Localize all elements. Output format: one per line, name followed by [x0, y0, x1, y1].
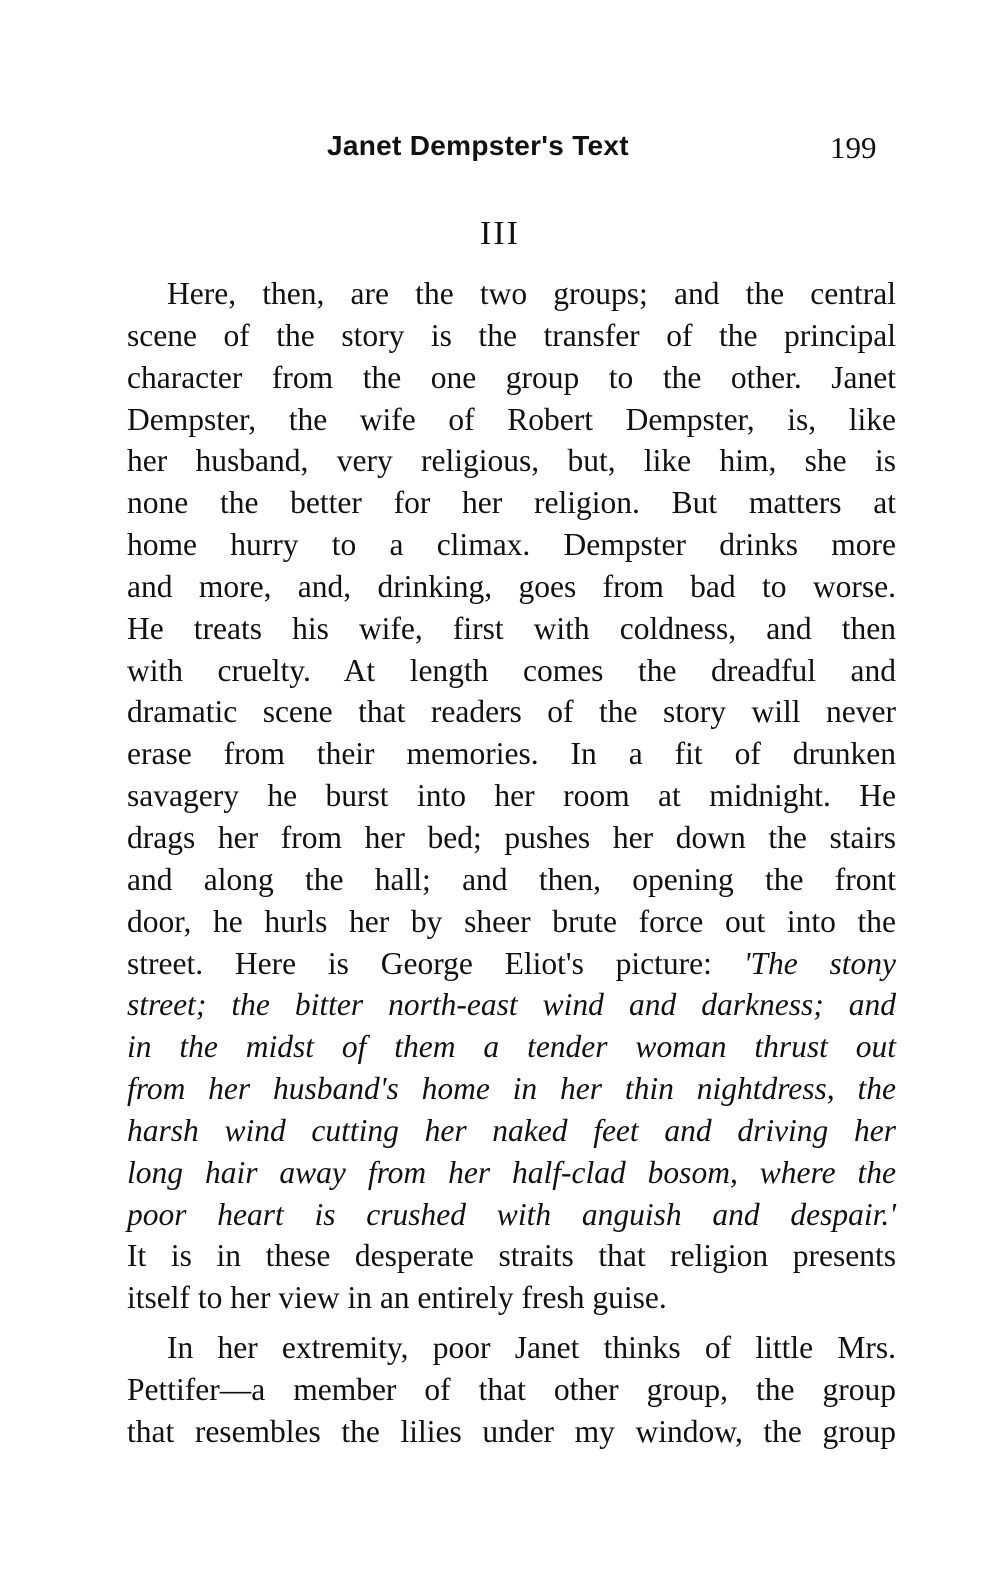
body-text [127, 273, 896, 1453]
text-line: none the better for her religion. But matters at [127, 485, 896, 521]
text-line: savagery he burst into her room at midnight. He [127, 778, 896, 814]
text-line: home hurry to a climax. Dempster drinks more [127, 527, 896, 563]
quote-line: poor heart is crushed with anguish and despair.' [127, 1196, 896, 1232]
text-line: Here, then, are the two groups; and the central [167, 276, 896, 311]
quote-line: in the midst of them a tender woman thrust out [127, 1029, 896, 1065]
text-line: that resembles the lilies under my window, the group [127, 1413, 896, 1449]
text-line: scene of the story is the transfer of the principal [127, 317, 896, 353]
quote-line: long hair away from her half-clad bosom, where the [127, 1154, 896, 1190]
paragraph-gap [127, 1319, 896, 1327]
text-line: with cruelty. At length comes the dreadful and [127, 652, 896, 688]
text-line: It is in these desperate straits that religion presents [127, 1238, 896, 1274]
text-line: and along the hall; and then, opening the front [127, 861, 896, 897]
text-line: In her extremity, poor Janet thinks of little Mrs. [167, 1330, 896, 1366]
text-line: character from the one group to the other. Janet [127, 359, 896, 395]
text-line: Pettifer—a member of that other group, the group [127, 1371, 896, 1407]
text-line: her husband, very religious, but, like him, she is [127, 443, 896, 479]
page-number: 199 [830, 130, 877, 165]
running-head [0, 128, 1000, 168]
text-line-mixed [127, 943, 896, 985]
quote-line: street; the bitter north-east wind and darkness; and [127, 987, 896, 1023]
text-line: itself to her view in an entirely fresh guise. [127, 1280, 667, 1316]
running-title: Janet Dempster's Text [327, 130, 629, 161]
text-line: erase from their memories. In a fit of drunken [127, 736, 896, 772]
quote-line: from her husband's home in her thin nightdress, the [127, 1071, 896, 1107]
text-roman: street. Here is George Eliot's picture: [127, 945, 744, 981]
text-line: and more, and, drinking, goes from bad to worse. [127, 568, 896, 604]
text-line: drags her from her bed; pushes her down the stairs [127, 819, 896, 855]
section-heading: III [480, 215, 520, 252]
text-line: Dempster, the wife of Robert Dempster, is, like [127, 401, 896, 437]
quote-line: harsh wind cutting her naked feet and driving her [127, 1112, 896, 1148]
text-line: door, he hurls her by sheer brute force out into the [127, 903, 896, 939]
quote-start: 'The stony [743, 945, 896, 981]
text-line: dramatic scene that readers of the story will never [127, 694, 896, 730]
text-line: He treats his wife, first with coldness, and then [127, 610, 896, 646]
